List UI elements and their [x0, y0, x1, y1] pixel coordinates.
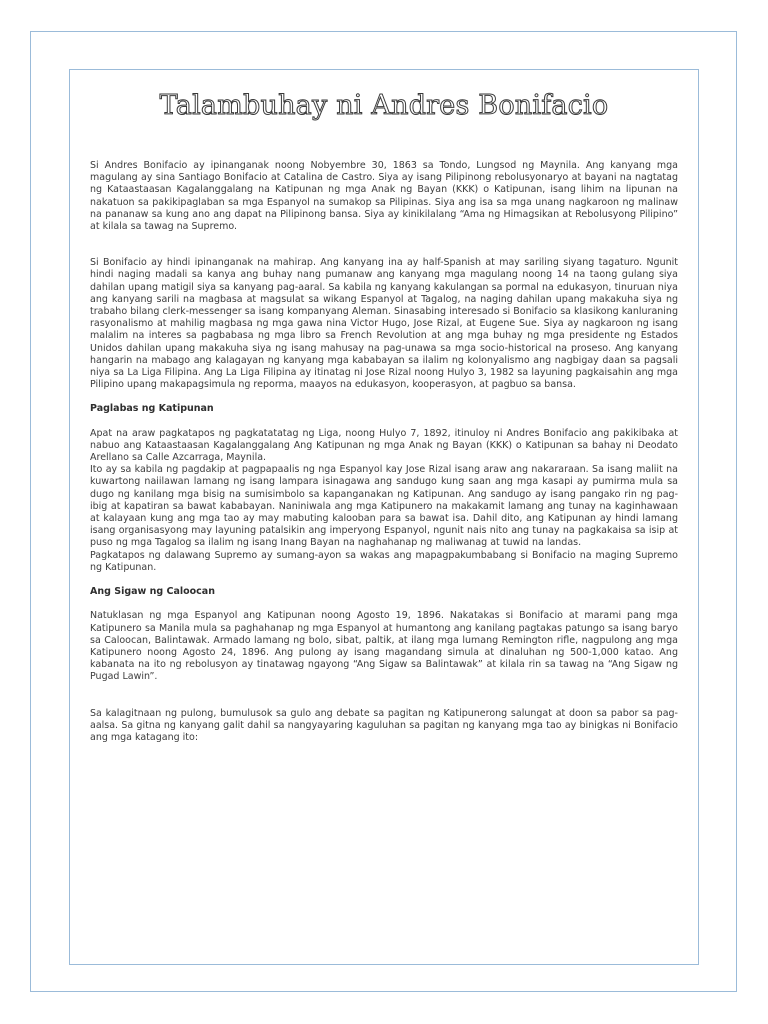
katipunan-paragraph-2: Ito ay sa kabila ng pagdakip at pagpapaalis ng nga Espanyol kay Jose Rizal isang araw ang nakararaan. Sa isang maliit na kuwartong naiilawan lamang ng isang lampara isinagawa ang sandugo kung saan ang mga kasapi ay pumirma mula sa dugo ng kanilang mga bisig na sumisimbolo sa kapanganakan ng Katipunan. Ang sandugo ay isang pangako rin ng pag-ibig at kapatiran sa bawat kababayan. Naniniwala ang mga Katipunero na makakamit lamang ang tunay na kaginhawaan at kalayaan kung ang mga tao ay may mabuting kalooban para sa bawat isa. Dahil dito, ang Katipunan ay hindi lamang isang organisasyong may layuning patalsikin ang imperyong Espanyol, ngunit nais nito ang tunay na pagkakaisa sa isip at puso ng mga Tagalog sa ilalim ng isang Inang Bayan na naghahanap ng maliwanag at tuwid na landas.	[90, 464, 678, 549]
paragraph-spacer	[90, 391, 678, 403]
section-heading-katipunan: Paglabas ng Katipunan	[90, 403, 214, 415]
intro-paragraph: Si Andres Bonifacio ay ipinanganak noong Nobyembre 30, 1863 sa Tondo, Lungsod ng Maynila. Ang kanyang mga magulang ay sina Santiago Bonifacio at Catalina de Castro. Siya ay isang Pilipinong rebolusyonaryo at bayani na nagtatag ng Kataastaasan Kagalanggalang na Katipunan ng mga Anak ng Bayan (KKK) o Katipunan, isang lihim na lipunan na nakatuon sa pakikipaglaban sa mga Espanyol na sumakop sa Pilipinas. Siya ang isa sa mga unang nagkaroon ng malinaw na pananaw sa kung ano ang dapat na Pilipinong bansa. Siya ay kinikilalang “Ama ng Himagsikan at Rebolusyong Pilipino” at kilala sa tawag na Supremo.	[90, 160, 678, 233]
document-body	[90, 160, 678, 744]
section-heading-caloocan: Ang Sigaw ng Caloocan	[90, 586, 215, 598]
paragraph-spacer	[90, 684, 678, 708]
document-title: Talambuhay ni Andres Bonifacio	[159, 90, 609, 121]
paragraph-spacer	[90, 598, 678, 610]
paragraph-spacer	[90, 233, 678, 257]
early-life-paragraph: Si Bonifacio ay hindi ipinanganak na mahirap. Ang kanyang ina ay half-Spanish at may sariling siyang tagaturo. Ngunit hindi naging madali sa kanya ang buhay nang pumanaw ang kanyang mga magulang noong 14 na taong gulang siya dahilan upang matigil siya sa kanyang pag-aaral. Sa kabila ng kanyang kakulangan sa pormal na edukasyon, tinuruan niya ang kanyang sarili na magbasa at magsulat sa wikang Espanyol at Tagalog, na naging dahilan upang makakuha siya ng trabaho bilang clerk-messenger sa isang kompanyang Aleman. Sinasabing interesado si Bonifacio sa klasikong kanluraning rasyonalismo at mahilig magbasa ng mga gawa nina Victor Hugo, Jose Rizal, at Eugene Sue. Siya ay nagkaroon ng isang malalim na interes sa pagbabasa ng mga libro sa French Revolution at ang mga buhay ng mga presidente ng Estados Unidos dahilan upang makakuha siya ng isang mahusay na pag-unawa sa mga socio-historical na proseso. Ang kanyang hangarin na mabago ang kalagayan ng kanyang mga kababayan sa ilalim ng kolonyalismo ang nagbigay daan sa pagsali niya sa La Liga Filipina. Ang La Liga Filipina ay itinatag ni Jose Rizal noong Hulyo 3, 1982 sa layuning pagkaisahin ang mga Pilipino upang makapagsimula ng reporma, maayos na edukasyon, kooperasyon, at pagbuo sa bansa.	[90, 257, 678, 391]
caloocan-paragraph-1: Natuklasan ng mga Espanyol ang Katipunan noong Agosto 19, 1896. Nakatakas si Bonifacio at marami pang mga Katipunero sa Manila mula sa paghahanap ng mga Espanyol at humantong ang kanilang pagtakas patungo sa isang baryo sa Caloocan, Balintawak. Armado lamang ng bolo, sibat, paltik, at ilang mga lumang Remington rifle, nagpulong ang mga Katipunero noong Agosto 24, 1896. Ang pulong ay isang magandang simula at dinaluhan ng 500-1,000 katao. Ang kabanata na ito ng rebolusyon ay tinatawag ngayong “Ang Sigaw sa Balintawak” at kilala rin sa tawag na “Ang Sigaw ng Pugad Lawin”.	[90, 610, 678, 683]
paragraph-spacer	[90, 574, 678, 586]
katipunan-paragraph-1: Apat na araw pagkatapos ng pagkatatatag ng Liga, noong Hulyo 7, 1892, itinuloy ni Andres Bonifacio ang pakikibaka at nabuo ang Kataastaasan Kagalanggalang Ang Katipunan ng mga Anak ng Bayan (KKK) o Katipunan sa bahay ni Deodato Arellano sa Calle Azcarraga, Maynila.	[90, 427, 678, 464]
caloocan-paragraph-2: Sa kalagitnaan ng pulong, bumulusok sa gulo ang debate sa pagitan ng Katipunerong salungat at doon sa pabor sa pag-aalsa. Sa gitna ng kanyang galit dahil sa nangyayaring kaguluhan sa pagitan ng kanyang mga tao ay binigkas ni Bonifacio ang mga katagang ito:	[90, 707, 678, 743]
paragraph-spacer	[90, 416, 678, 428]
katipunan-paragraph-3: Pagkatapos ng dalawang Supremo ay sumang-ayon sa wakas ang mapagpakumbabang si Bonifacio na maging Supremo ng Katipunan.	[90, 549, 678, 573]
